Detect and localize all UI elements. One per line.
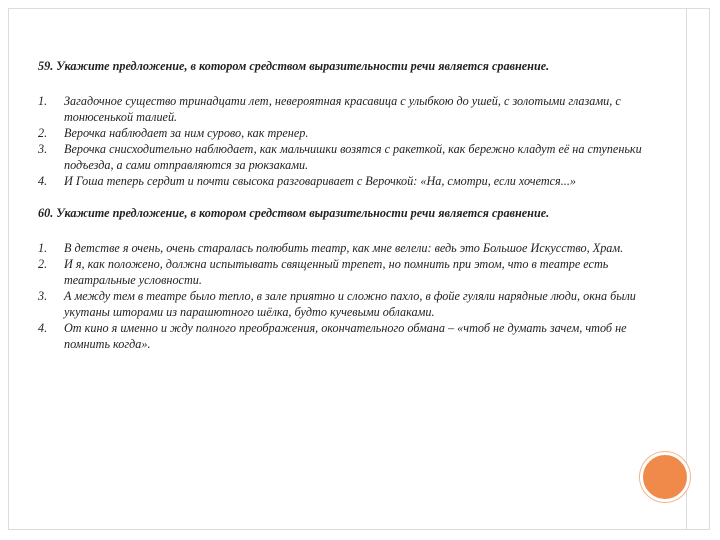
option-item	[38, 125, 668, 141]
option-item	[38, 256, 668, 288]
option-text: И я, как положено, должна испытывать священный трепет, но помнить при этом, что в театре есть театральные условности.	[64, 257, 609, 287]
option-item	[38, 173, 668, 189]
option-text: Верочка наблюдает за ним сурово, как тренер.	[64, 126, 309, 140]
option-item	[38, 141, 668, 173]
slide-decoration-circle	[640, 452, 690, 502]
option-text: И Гоша теперь сердит и почти свысока разговаривает с Верочкой: «На, смотри, если хочется...»	[64, 174, 576, 188]
option-text: Загадочное существо тринадцати лет, невероятная красавица с улыбкою до ушей, с золотыми глазами, с тонюсенькой талией.	[64, 94, 621, 124]
option-number: 4.	[38, 174, 48, 188]
option-item	[38, 288, 668, 320]
option-number: 1.	[38, 241, 48, 255]
question-59-options	[38, 93, 668, 189]
option-number: 2.	[38, 126, 48, 140]
slide-right-rail	[686, 8, 687, 530]
option-text: В детстве я очень, очень старалась полюбить театр, как мне велели: ведь это Большое Искусство, Храм.	[64, 241, 624, 255]
option-text: Верочка снисходительно наблюдает, как мальчишки возятся с ракеткой, как бережно кладут её на ступеньки подъезда, а сами отправляются за рюкзаками.	[64, 142, 642, 172]
option-number: 1.	[38, 94, 48, 108]
option-item	[38, 320, 668, 352]
option-number: 2.	[38, 257, 48, 271]
option-text: От кино я именно и жду полного преображения, окончательного обмана – «чтоб не думать зачем, чтоб не помнить когда».	[64, 321, 627, 351]
option-number: 3.	[38, 142, 48, 156]
option-item	[38, 93, 668, 125]
option-item	[38, 240, 668, 256]
question-60-title: 60. Укажите предложение, в котором средством выразительности речи является сравнение.	[38, 206, 550, 220]
slide-content	[38, 58, 668, 368]
option-text: А между тем в театре было тепло, в зале приятно и сложно пахло, в фойе гуляли нарядные люди, окна были укутаны шторами из парашютного шёлка, будто кучевыми облаками.	[64, 289, 636, 319]
question-60-options	[38, 240, 668, 352]
question-59-title: 59. Укажите предложение, в котором средством выразительности речи является сравнение.	[38, 59, 550, 73]
option-number: 3.	[38, 289, 48, 303]
option-number: 4.	[38, 321, 48, 335]
